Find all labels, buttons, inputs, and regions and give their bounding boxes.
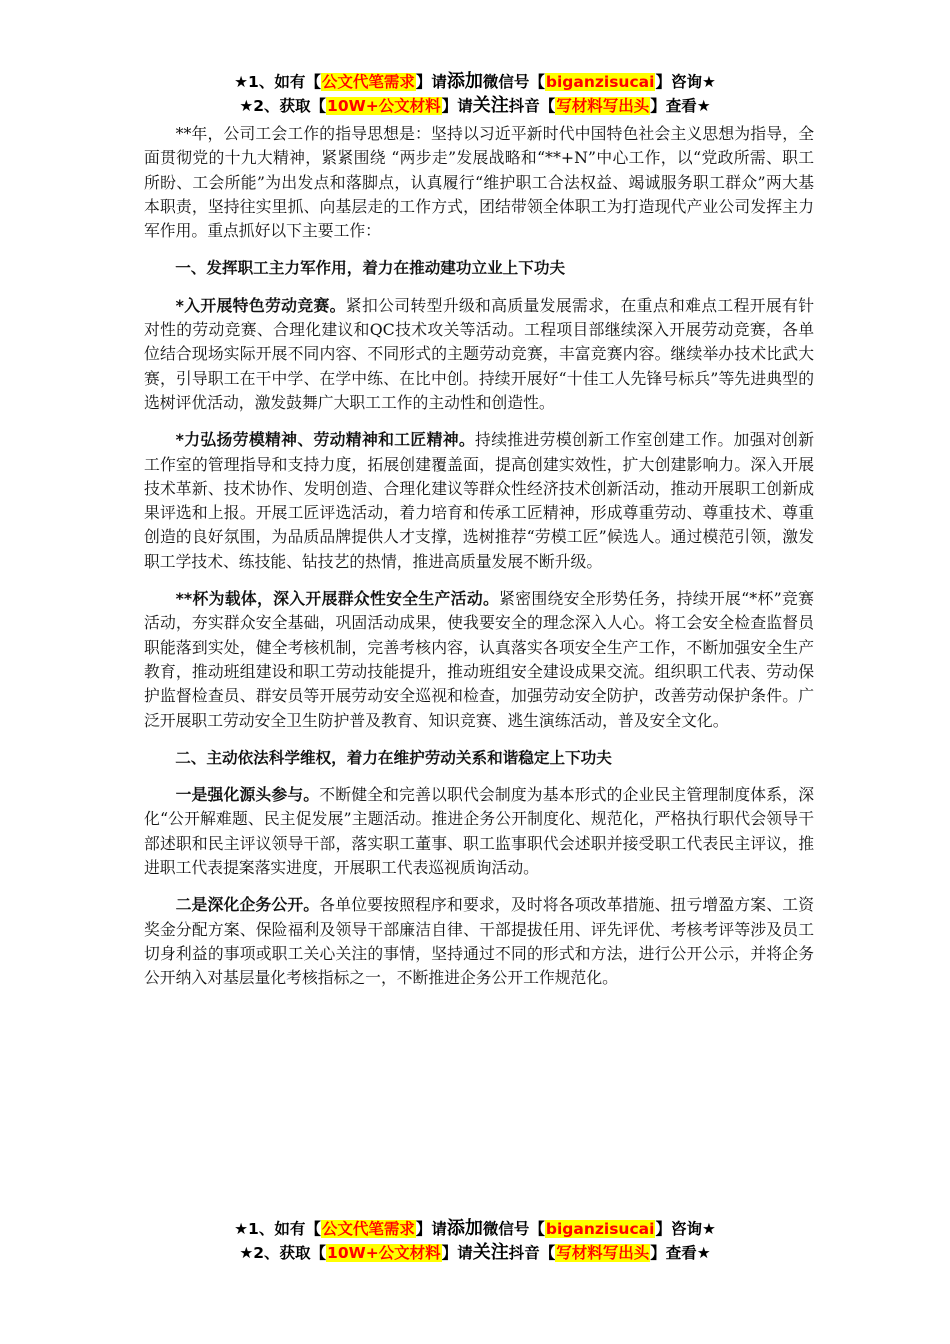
banner-text: 抖音【 (508, 1244, 556, 1262)
top-banner (0, 70, 950, 118)
banner-text: 】查看★ (650, 97, 711, 115)
paragraph-source-participation (144, 783, 814, 880)
paragraph-text: 持续推进劳模创新工作室创建工作。加强对创新工作室的管理指导和支持力度，拓展创建覆盖面，提高创建实效性，扩大创建影响力。深入开展技术革新、技术协作、发明创造、合理化建议等群众性经济技术创新活动，推动开展职工创新成果评选和上报。开展工匠评选活动，着力培育和传承工匠精神，形成尊重劳动、尊重技术、尊重创造的良好氛围，为品质品牌提供人才支撑，选树推荐“劳模工匠”候选人。通过模范引领，激发职工学技术、练技能、钻技艺的热情，推进高质量发展不断升级。 (144, 430, 814, 571)
intro-paragraph: **年，公司工会工作的指导思想是：坚持以习近平新时代中国特色社会主义思想为指导，全面贯彻党的十九大精神，紧紧围绕 “两步走”发展战略和“**+N”中心工作，以“党政所需、职工所盼、工会所能”为出发点和落脚点，认真履行“维护职工合法权益、竭诚服务职工群众”两大基本职责，坚持往实里抓、向基层走的工作方式，团结带领全体职工为打造现代产业公司发挥主力军作用。重点抓好以下主要工作： (144, 124, 814, 241)
banner-text: ★1、如有【 (234, 1220, 321, 1238)
banner-text: 微信号【 (482, 73, 545, 91)
paragraph-text: 紧扣公司转型升级和高质量发展需求，在重点和难点工程开展有针对性的劳动竞赛、合理化建议和QC技术攻关等活动。工程项目部继续深入开展劳动竞赛，各单位结合现场实际开展不同内容、不同形式的主题劳动竞赛，丰富竞赛内容。继续举办技术比武大赛，引导职工在干中学、在学中练、在比中创。持续开展好“十佳工人先锋号标兵”等先进典型的选树评优活动，激发鼓舞广大职工工作的主动性和创造性。 (144, 295, 814, 412)
paragraph-lead: **杯为载体，深入开展群众性安全生产活动。 (175, 589, 500, 609)
paragraph-safety-production (144, 587, 814, 733)
document-body (144, 122, 814, 1004)
banner-emphasis: 添加 (446, 1218, 483, 1239)
banner-text: 】请 (415, 1220, 447, 1238)
section-heading-1: 一、发挥职工主力军作用，着力在推动建功立业上下功夫 (175, 259, 566, 278)
banner-text: 】请 (441, 1244, 473, 1262)
banner-text: 】咨询★ (655, 73, 716, 91)
banner-highlight: 公文代笔需求 (321, 73, 415, 91)
banner-text: 】请 (415, 73, 447, 91)
paragraph-labor-competition (144, 294, 814, 415)
paragraph-lead: 二是深化企务公开。 (175, 895, 320, 915)
banner-text: 抖音【 (508, 97, 556, 115)
banner-text: 微信号【 (482, 1220, 545, 1238)
banner-emphasis: 关注 (472, 1242, 509, 1263)
banner-text: ★2、获取【 (239, 97, 327, 115)
paragraph-text: 不断健全和完善以职代会制度为基本形式的企业民主管理制度体系，深化“公开解难题、民主促发展”主题活动。推进企务公开制度化、规范化，严格执行职代会领导干部述职和民主评议领导干部，落实职工董事、职工监事职代会述职并接受职工代表民主评议，推进职工代表提案落实进度，开展职工代表巡视质询活动。 (144, 785, 814, 878)
paragraph-text: 各单位要按照程序和要求，及时将各项改革措施、扭亏增盈方案、工资奖金分配方案、保险福利及领导干部廉洁自律、干部提拔任用、评先评优、考核考评等涉及员工切身利益的事项或职工关心关注的事情，坚持通过不同的形式和方法，进行公开公示，并将企务公开纳入对基层量化考核指标之一，不断推进企务公开工作规范化。 (144, 895, 814, 988)
paragraph-affairs-disclosure (144, 893, 814, 990)
paragraph-text: 紧密围绕安全形势任务，持续开展“*杯”竞赛活动，夯实群众安全基础，巩固活动成果，使我要安全的理念深入人心。将工会安全检查监督员职能落到实处，健全考核机制，完善考核内容，认真落实各项安全生产工作，不断加强安全生产教育，推动班组建设和职工劳动技能提升，推动班组安全建设成果交流。组织职工代表、劳动保护监督检查员、群安员等开展劳动安全巡视和检查，加强劳动安全防护，改善劳动保护条件。广泛开展职工劳动安全卫生防护普及教育、知识竞赛、逃生演练活动，普及安全文化。 (144, 589, 814, 730)
banner-line-2 (0, 1241, 950, 1265)
banner-highlight: 公文代笔需求 (321, 1220, 415, 1238)
banner-wechat-id: biganzisucai (545, 73, 655, 91)
banner-emphasis: 关注 (472, 95, 509, 116)
banner-line-1 (0, 70, 950, 94)
banner-highlight: 10W+公文材料 (327, 97, 441, 115)
banner-text: 】咨询★ (655, 1220, 716, 1238)
paragraph-lead: *力弘扬劳模精神、劳动精神和工匠精神。 (175, 430, 476, 450)
banner-highlight: 10W+公文材料 (327, 1244, 441, 1262)
banner-text: ★1、如有【 (234, 73, 321, 91)
banner-douyin-id: 写材料写出头 (556, 97, 650, 115)
banner-line-1 (0, 1217, 950, 1241)
paragraph-lead: *入开展特色劳动竞赛。 (175, 295, 346, 315)
banner-douyin-id: 写材料写出头 (556, 1244, 650, 1262)
paragraph-craftsman-spirit (144, 428, 814, 574)
section-heading-2: 二、主动依法科学维权，着力在维护劳动关系和谐稳定上下功夫 (175, 748, 612, 767)
banner-text: 】查看★ (650, 1244, 711, 1262)
banner-text: ★2、获取【 (239, 1244, 327, 1262)
banner-wechat-id: biganzisucai (545, 1220, 655, 1238)
paragraph-lead: 一是强化源头参与。 (175, 785, 320, 805)
banner-line-2 (0, 94, 950, 118)
banner-emphasis: 添加 (446, 71, 483, 92)
bottom-banner (0, 1217, 950, 1265)
banner-text: 】请 (441, 97, 473, 115)
